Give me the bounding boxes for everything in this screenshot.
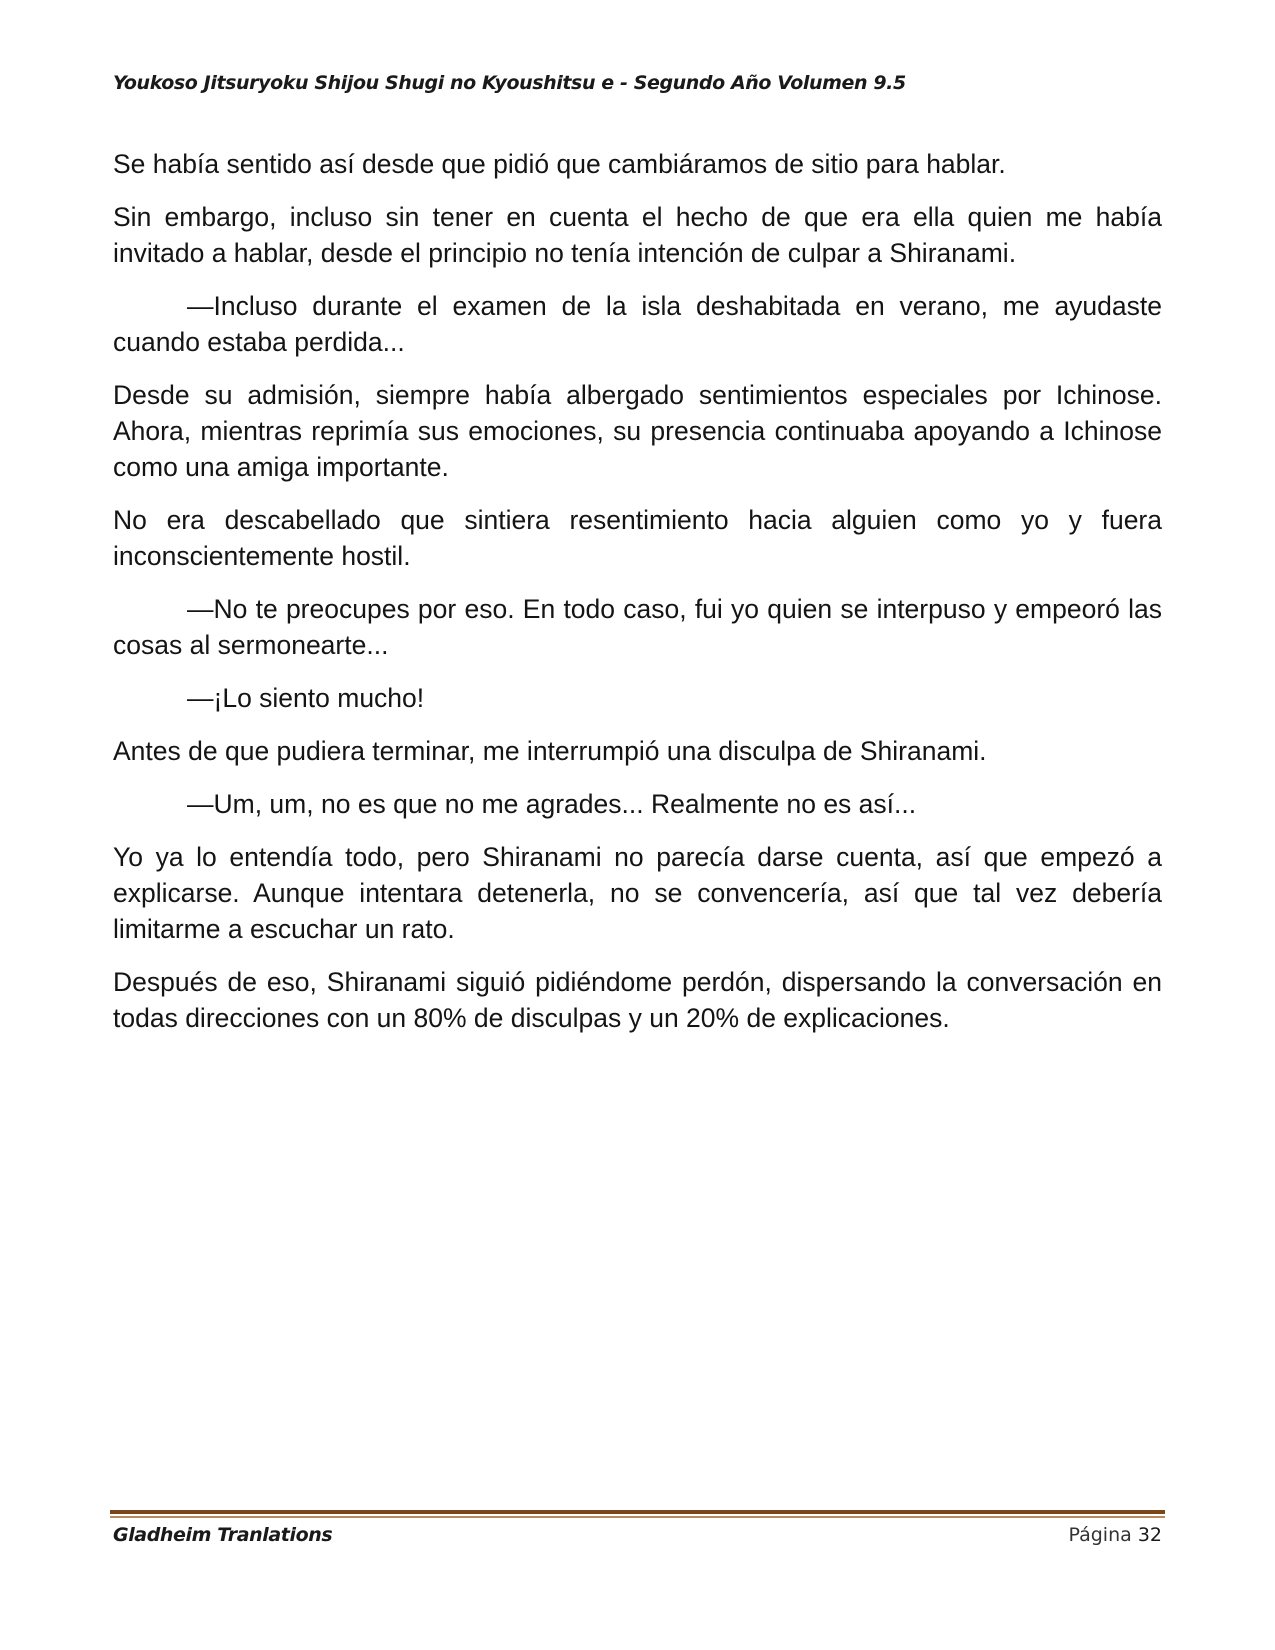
paragraph: Después de eso, Shiranami siguió pidiéndome perdón, dispersando la conversación en todas direcciones con un 80% de disculpas y un 20% de explicaciones. [113,967,1162,1033]
dialogue-paragraph: —Incluso durante el examen de la isla deshabitada en verano, me ayudaste cuando estaba perdida... [113,291,1162,357]
footer-page-info [1068,1524,1162,1546]
dialogue-paragraph: —Um, um, no es que no me agrades... Realmente no es así... [187,789,917,819]
page-header-title: Youkoso Jitsuryoku Shijou Shugi no Kyoushitsu e - Segundo Año Volumen 9.5 [113,72,906,94]
footer-translator: Gladheim Tranlations [113,1524,333,1546]
body-text [113,146,1162,1053]
paragraph: Antes de que pudiera terminar, me interrumpió una disculpa de Shiranami. [113,736,987,766]
paragraph: No era descabellado que sintiera resentimiento hacia alguien como yo y fuera inconscientemente hostil. [113,505,1162,571]
footer-divider [110,1510,1165,1514]
paragraph: Desde su admisión, siempre había albergado sentimientos especiales por Ichinose. Ahora, mientras reprimía sus emociones, su presencia continuaba apoyando a Ichinose como una amiga importante. [113,380,1162,482]
footer-divider-thin [110,1516,1165,1518]
paragraph: Se había sentido así desde que pidió que cambiáramos de sitio para hablar. [113,149,1006,179]
dialogue-paragraph: —No te preocupes por eso. En todo caso, fui yo quien se interpuso y empeoró las cosas al sermonearte... [113,594,1162,660]
page-label: Página [1068,1524,1132,1546]
paragraph: Sin embargo, incluso sin tener en cuenta el hecho de que era ella quien me había invitado a hablar, desde el principio no tenía intención de culpar a Shiranami. [113,202,1162,268]
dialogue-paragraph: —¡Lo siento mucho! [187,683,425,713]
page-number: 32 [1137,1524,1162,1546]
paragraph: Yo ya lo entendía todo, pero Shiranami no parecía darse cuenta, así que empezó a explicarse. Aunque intentara detenerla, no se convencería, así que tal vez debería limitarme a escuchar un rato. [113,842,1162,944]
